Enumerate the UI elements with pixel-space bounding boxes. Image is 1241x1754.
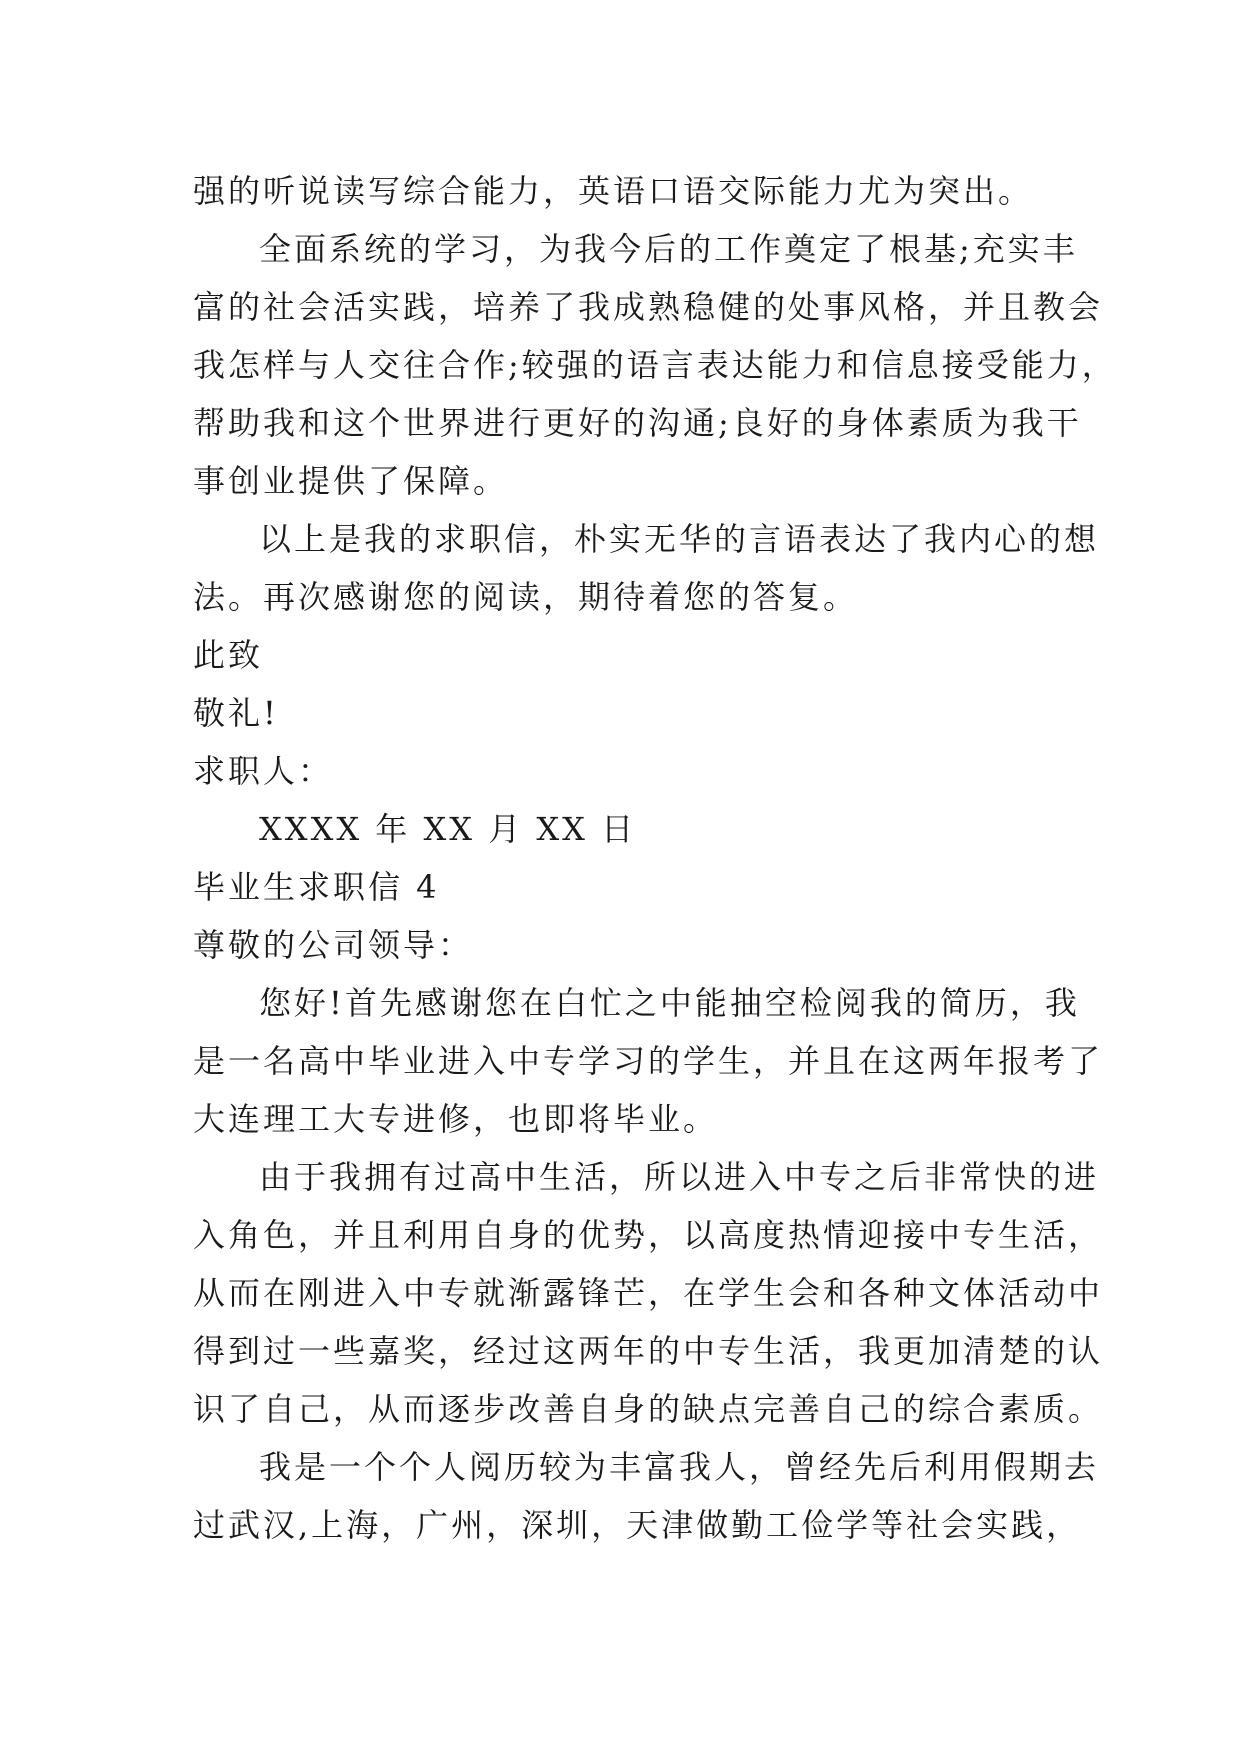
text-line: 富的社会活实践，培养了我成熟稳健的处事风格，并且教会 bbox=[193, 288, 1104, 326]
text-line: 帮助我和这个世界进行更好的沟通;良好的身体素质为我干 bbox=[193, 404, 1082, 442]
closing-regards: 敬礼! bbox=[193, 694, 279, 732]
closing-salutation: 此致 bbox=[193, 636, 264, 674]
text-line: 过武汉,上海，广州，深圳，天津做勤工俭学等社会实践， bbox=[193, 1506, 1082, 1544]
text-line: 入角色，并且利用自身的优势，以高度热情迎接中专生活， bbox=[193, 1216, 1104, 1254]
text-line: 我怎样与人交往合作;较强的语言表达能力和信息接受能力， bbox=[193, 346, 1117, 384]
text-line: 强的听说读写综合能力，英语口语交际能力尤为突出。 bbox=[193, 172, 1034, 210]
text-line: 事创业提供了保障。 bbox=[193, 462, 509, 500]
text-line: 识了自己，从而逐步改善自身的缺点完善自己的综合素质。 bbox=[193, 1390, 1104, 1428]
text-line: 得到过一些嘉奖，经过这两年的中专生活，我更加清楚的认 bbox=[193, 1332, 1104, 1370]
section-title: 毕业生求职信 4 bbox=[193, 868, 440, 906]
text-line: 由于我拥有过高中生活，所以进入中专之后非常快的进 bbox=[259, 1158, 1100, 1196]
text-line: 从而在刚进入中专就渐露锋芒，在学生会和各种文体活动中 bbox=[193, 1274, 1104, 1312]
text-line: 您好!首先感谢您在白忙之中能抽空检阅我的简历，我 bbox=[259, 984, 1080, 1022]
applicant-label: 求职人： bbox=[193, 752, 334, 790]
text-line: 法。再次感谢您的阅读，期待着您的答复。 bbox=[193, 578, 859, 616]
text-line: 是一名高中毕业进入中专学习的学生，并且在这两年报考了 bbox=[193, 1042, 1104, 1080]
letter-date: XXXX 年 XX 月 XX 日 bbox=[259, 810, 637, 848]
text-line: 大连理工大专进修，也即将毕业。 bbox=[193, 1100, 719, 1138]
letter-body bbox=[193, 162, 1117, 1554]
text-line: 以上是我的求职信，朴实无华的言语表达了我内心的想 bbox=[259, 520, 1100, 558]
text-line: 全面系统的学习，为我今后的工作奠定了根基;充实丰 bbox=[259, 230, 1078, 268]
text-line: 我是一个个人阅历较为丰富我人，曾经先后利用假期去 bbox=[259, 1448, 1100, 1486]
greeting: 尊敬的公司领导： bbox=[193, 926, 474, 964]
